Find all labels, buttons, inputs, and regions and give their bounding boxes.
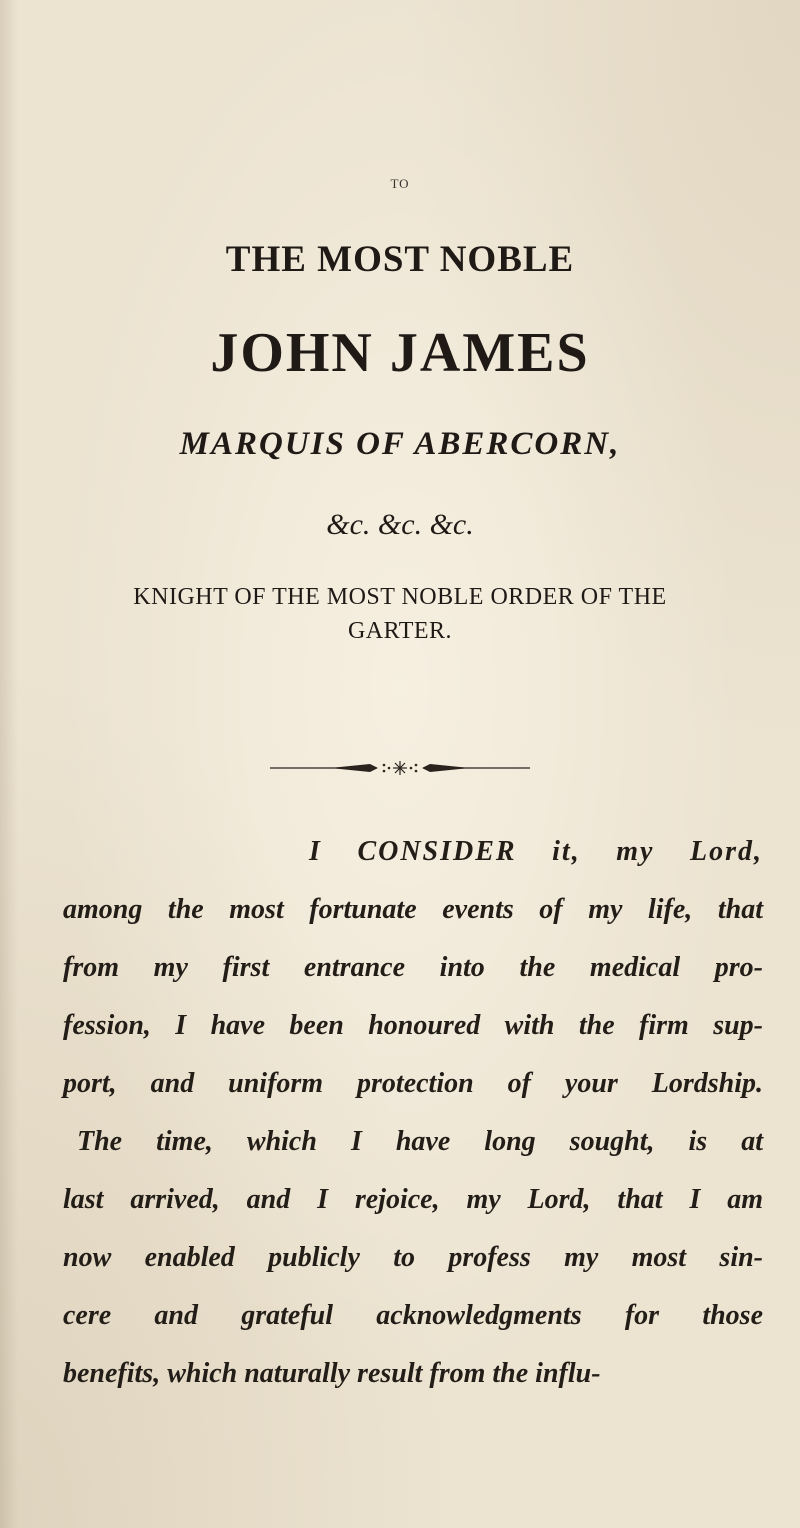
dedicatee-name: JOHN JAMES: [210, 322, 590, 384]
dedication-body: [63, 823, 763, 1403]
body-line: cere and grateful acknowledgments for those: [63, 1300, 763, 1331]
body-line: fession, I have been honoured with the firm sup-: [63, 1010, 763, 1041]
knight-of-garter: [0, 580, 800, 648]
knight-line-1: KNIGHT OF THE MOST NOBLE ORDER OF THE: [133, 584, 667, 610]
body-line: I CONSIDER it, my Lord,: [309, 836, 763, 867]
dedication-to: TO: [390, 176, 410, 191]
page-gutter-shadow: [0, 0, 18, 1528]
rule-with-star-ornament: [270, 758, 530, 778]
body-line: last arrived, and I rejoice, my Lord, that I am: [63, 1184, 763, 1215]
body-line: benefits, which naturally result from the influ-: [63, 1358, 601, 1389]
body-line: The time, which I have long sought, is at: [77, 1126, 763, 1157]
dedication-honorific: THE MOST NOBLE: [225, 239, 575, 280]
body-line: among the most fortunate events of my life, that: [63, 894, 763, 925]
body-line: now enabled publicly to profess my most sin-: [63, 1242, 763, 1273]
dedicatee-title: MARQUIS OF ABERCORN,: [179, 426, 621, 462]
body-line: from my first entrance into the medical pro-: [63, 952, 763, 983]
body-line: port, and uniform protection of your Lordship.: [63, 1068, 763, 1099]
dedication-etcetera: &c. &c. &c.: [326, 508, 474, 541]
knight-line-2: GARTER.: [347, 618, 453, 644]
